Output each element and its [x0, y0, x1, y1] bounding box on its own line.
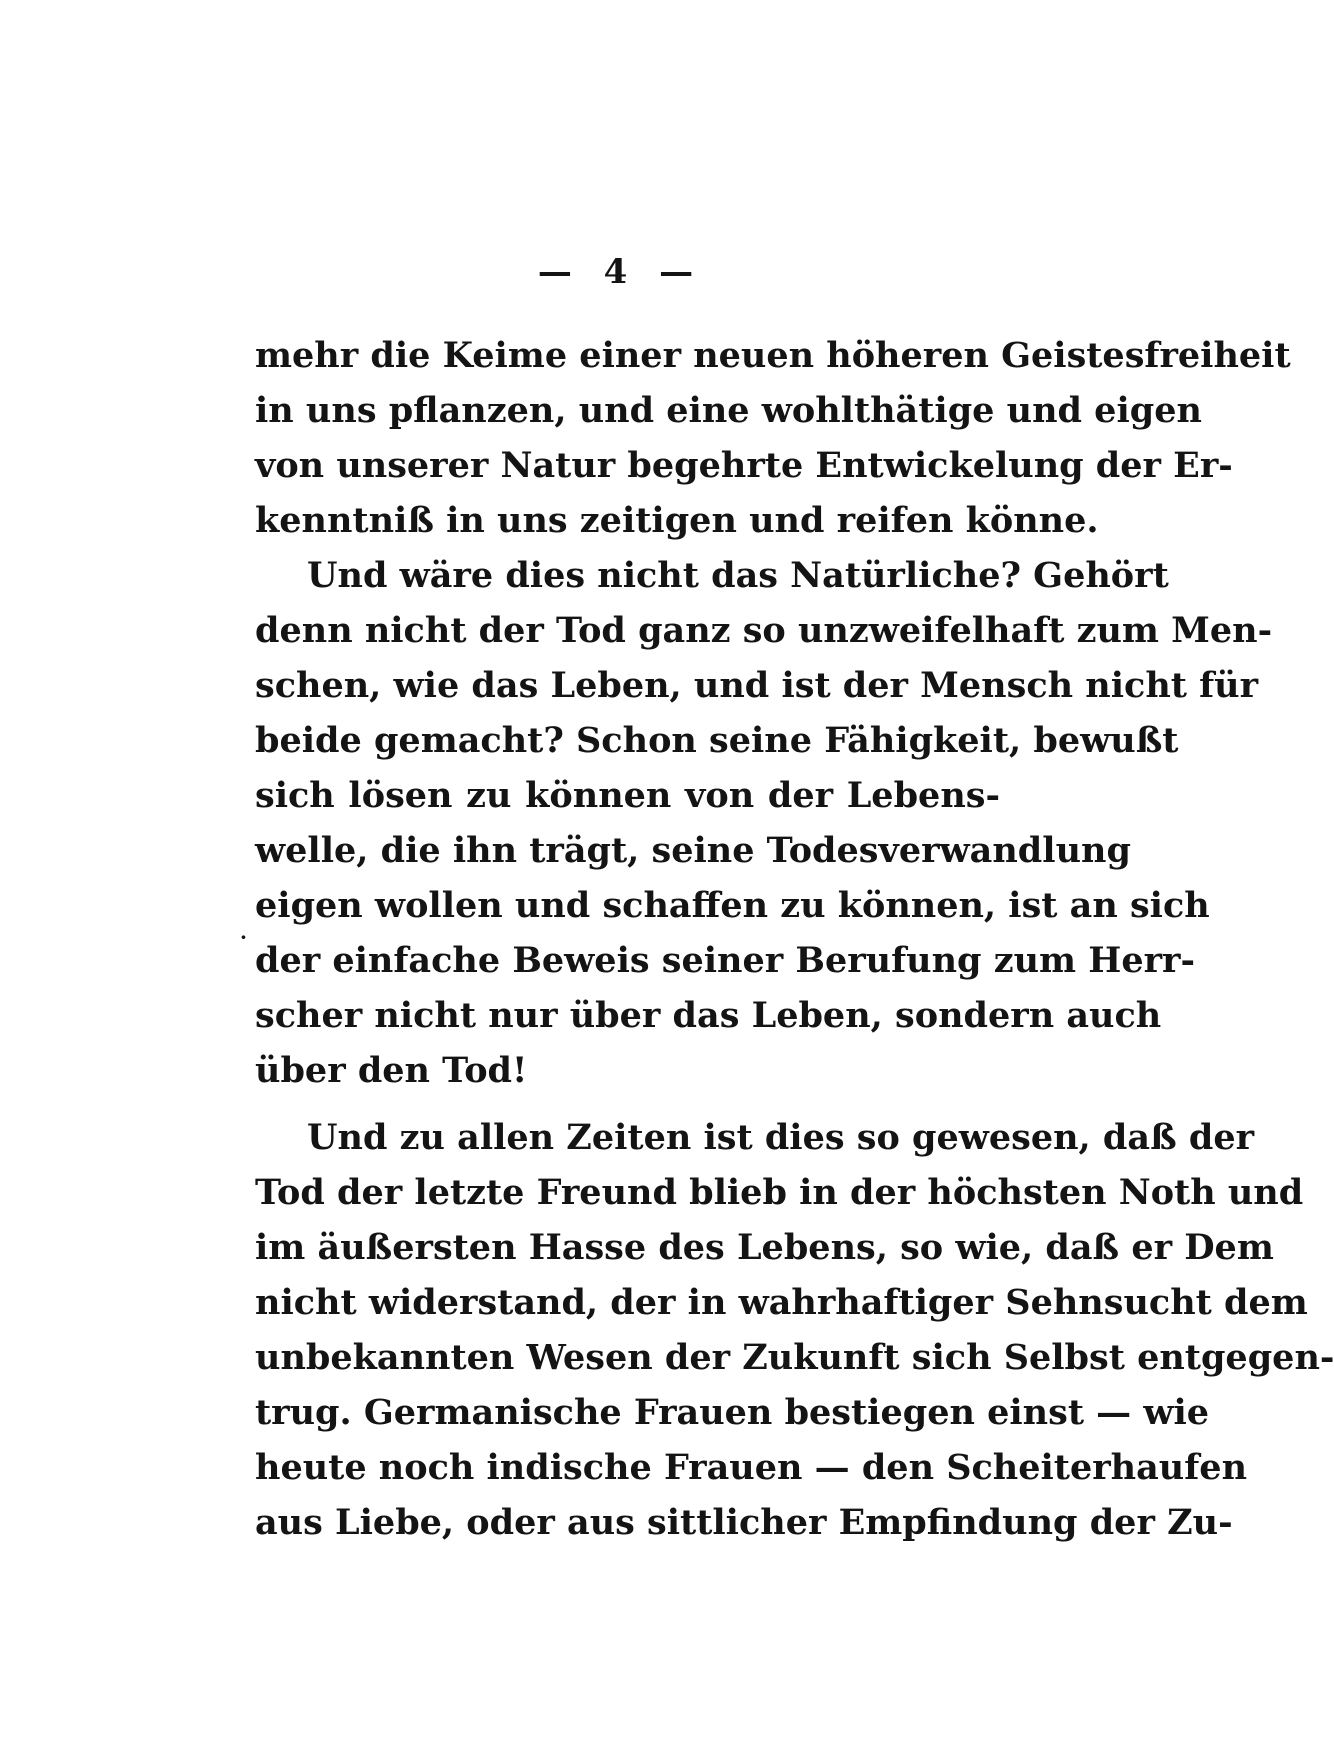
- paragraph-1: [255, 328, 1291, 548]
- text-line: von unserer Natur begehrte Entwickelung der Er-: [255, 445, 1233, 486]
- text-line: scher nicht nur über das Leben, sondern auch: [255, 995, 1162, 1036]
- text-line: unbekannten Wesen der Zukunft sich Selbst entgegen-: [255, 1337, 1334, 1378]
- page-number: — 4 —: [537, 252, 704, 292]
- text-line: kenntniß in uns zeitigen und reifen könne.: [255, 500, 1099, 541]
- text-line: über den Tod!: [255, 1050, 528, 1091]
- text-line: welle, die ihn trägt, seine Todesverwandlung: [255, 830, 1131, 871]
- text-line: denn nicht der Tod ganz so unzweifelhaft zum Men-: [255, 610, 1273, 651]
- text-line: Tod der letzte Freund blieb in der höchsten Noth und: [255, 1172, 1304, 1213]
- text-line: aus Liebe, oder aus sittlicher Empfindung der Zu-: [255, 1502, 1233, 1543]
- text-line: heute noch indische Frauen — den Scheiterhaufen: [255, 1447, 1248, 1488]
- text-line: Und zu allen Zeiten ist dies so gewesen, daß der: [307, 1117, 1255, 1158]
- paragraph-3: [255, 1110, 1334, 1550]
- text-line: im äußersten Hasse des Lebens, so wie, daß er Dem: [255, 1227, 1274, 1268]
- text-line: beide gemacht? Schon seine Fähigkeit, bewußt: [255, 720, 1179, 761]
- text-line: schen, wie das Leben, und ist der Mensch nicht für: [255, 665, 1259, 706]
- text-line: eigen wollen und schaffen zu können, ist an sich: [255, 885, 1210, 926]
- text-line: trug. Germanische Frauen bestiegen einst — wie: [255, 1392, 1210, 1433]
- body-text: [255, 328, 1334, 1550]
- text-line: in uns pflanzen, und eine wohlthätige und eigen: [255, 390, 1202, 431]
- text-line: der einfache Beweis seiner Berufung zum Herr-: [255, 940, 1195, 981]
- paragraph-2: [255, 548, 1273, 1098]
- text-line: mehr die Keime einer neuen höheren Geistesfreiheit: [255, 335, 1291, 376]
- margin-mark: ·: [240, 925, 247, 949]
- text-line: nicht widerstand, der in wahrhaftiger Sehnsucht dem: [255, 1282, 1308, 1323]
- text-line: sich lösen zu können von der Lebens-: [255, 775, 1000, 816]
- text-line: Und wäre dies nicht das Natürliche? Gehört: [307, 555, 1169, 596]
